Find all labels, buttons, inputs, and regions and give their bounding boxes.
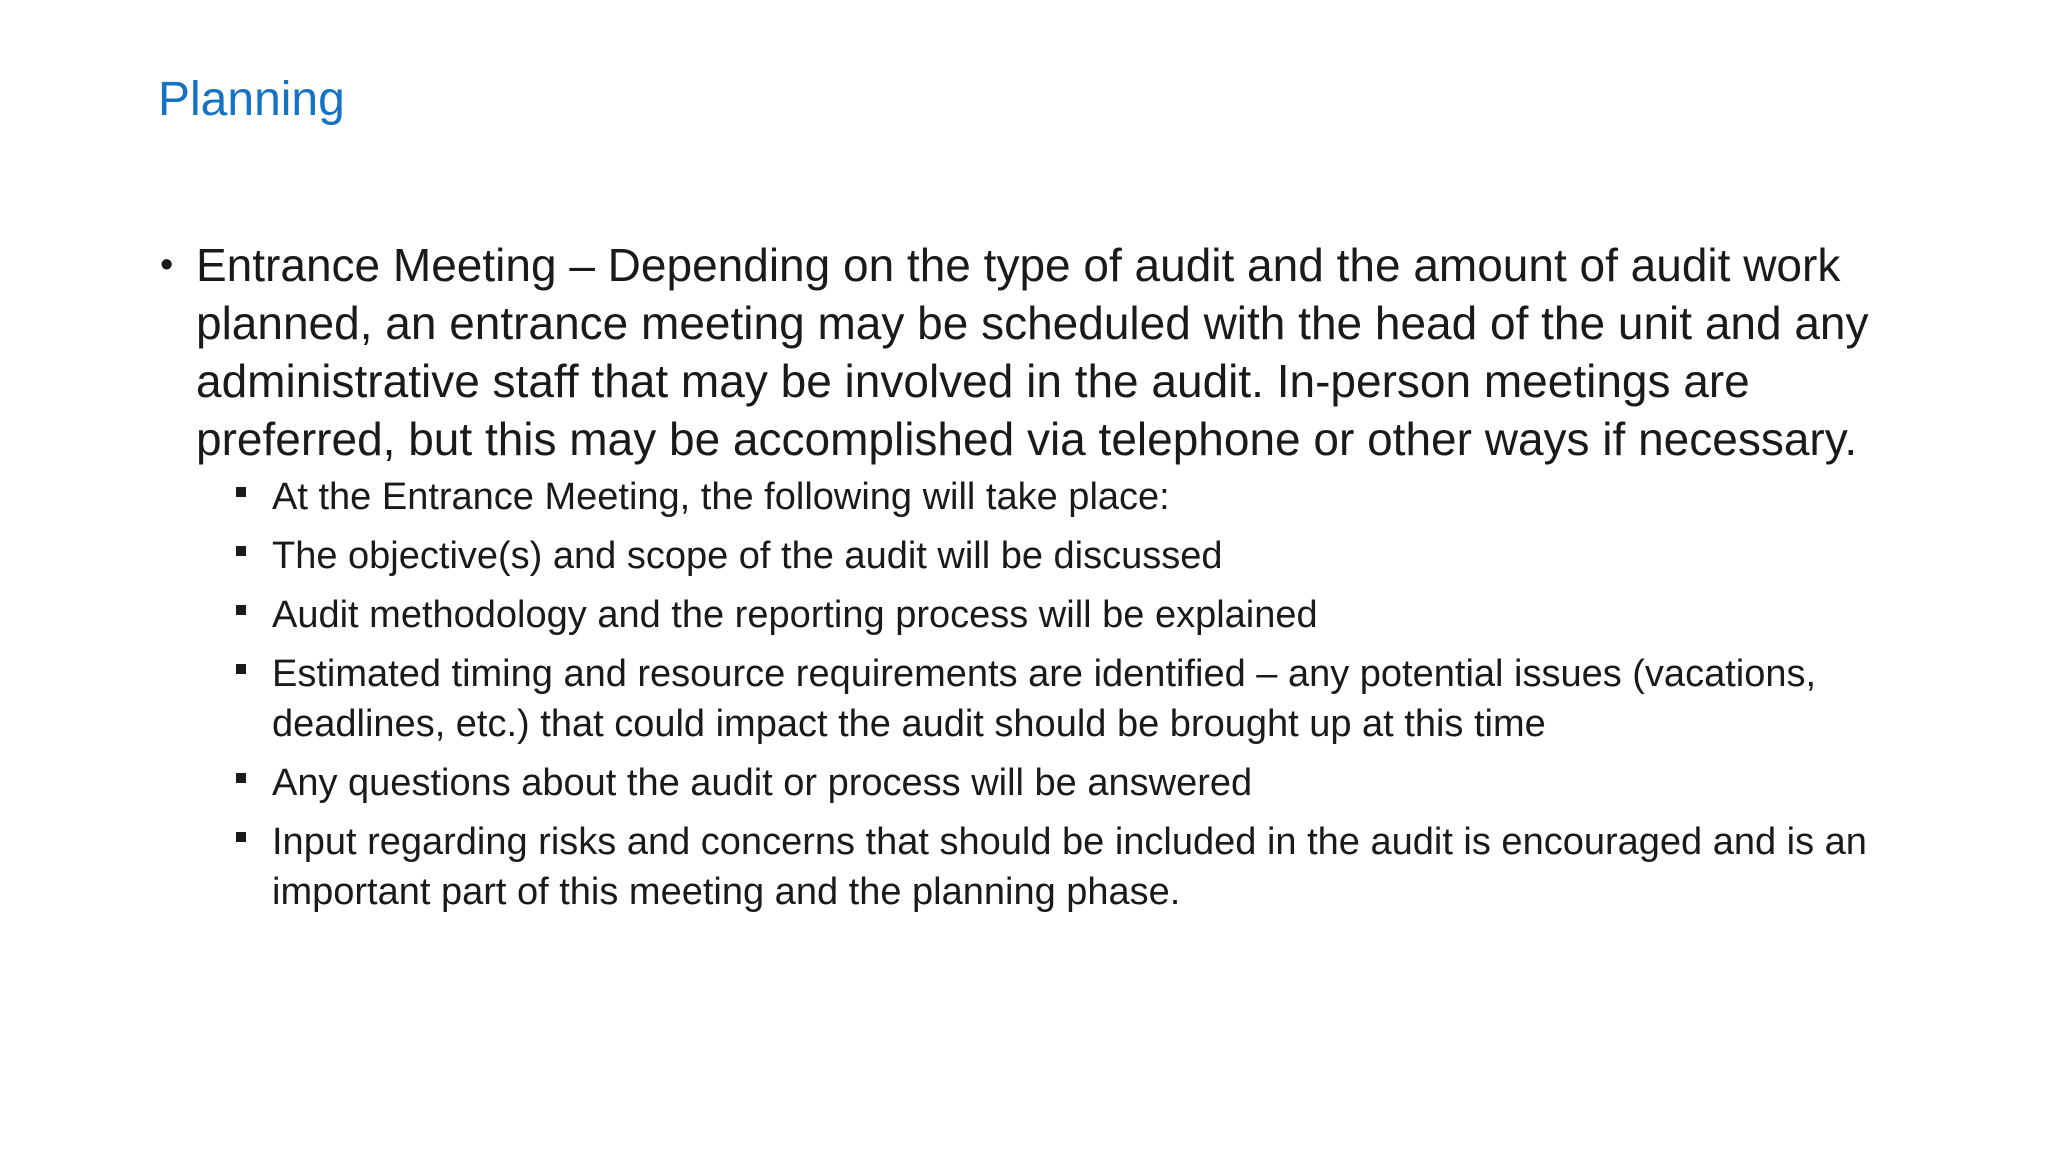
square-bullet-icon — [236, 605, 246, 615]
sub-bullet-text: Estimated timing and resource requirements are identified – any potential issues (vacations, deadlines, etc.) that could impact the audit should be brought up at this time — [272, 653, 1817, 745]
sub-bullet-text: Any questions about the audit or process will be answered — [272, 762, 1253, 804]
bullet-list — [158, 236, 1918, 926]
sub-bullet-text: At the Entrance Meeting, the following will take place: — [272, 476, 1170, 518]
sub-bullet-item — [234, 817, 1918, 917]
square-bullet-icon — [236, 664, 246, 674]
round-bullet-icon: • — [160, 244, 174, 286]
slide-title: Planning — [158, 73, 345, 126]
sub-bullet-item — [234, 590, 1918, 640]
sub-bullet-list — [196, 472, 1918, 917]
bullet-item-entrance-meeting — [158, 236, 1918, 917]
sub-bullet-item — [234, 531, 1918, 581]
square-bullet-icon — [236, 773, 246, 783]
sub-bullet-item — [234, 649, 1918, 749]
square-bullet-icon — [236, 832, 246, 842]
sub-bullet-item — [234, 472, 1918, 522]
sub-bullet-text: Input regarding risks and concerns that should be included in the audit is encouraged and is an important part of this meeting and the planning phase. — [272, 821, 1867, 913]
sub-bullet-text: Audit methodology and the reporting process will be explained — [272, 594, 1318, 636]
sub-bullet-text: The objective(s) and scope of the audit will be discussed — [272, 535, 1223, 577]
bullet-text: Entrance Meeting – Depending on the type of audit and the amount of audit work planned, an entrance meeting may be scheduled with the head of the unit and any administrative staff that may be involved in the audit. In-person meetings are preferred, but this may be accomplished via telephone or other ways if necessary. — [196, 239, 1869, 465]
sub-bullet-item — [234, 758, 1918, 808]
square-bullet-icon — [236, 487, 246, 497]
square-bullet-icon — [236, 546, 246, 556]
